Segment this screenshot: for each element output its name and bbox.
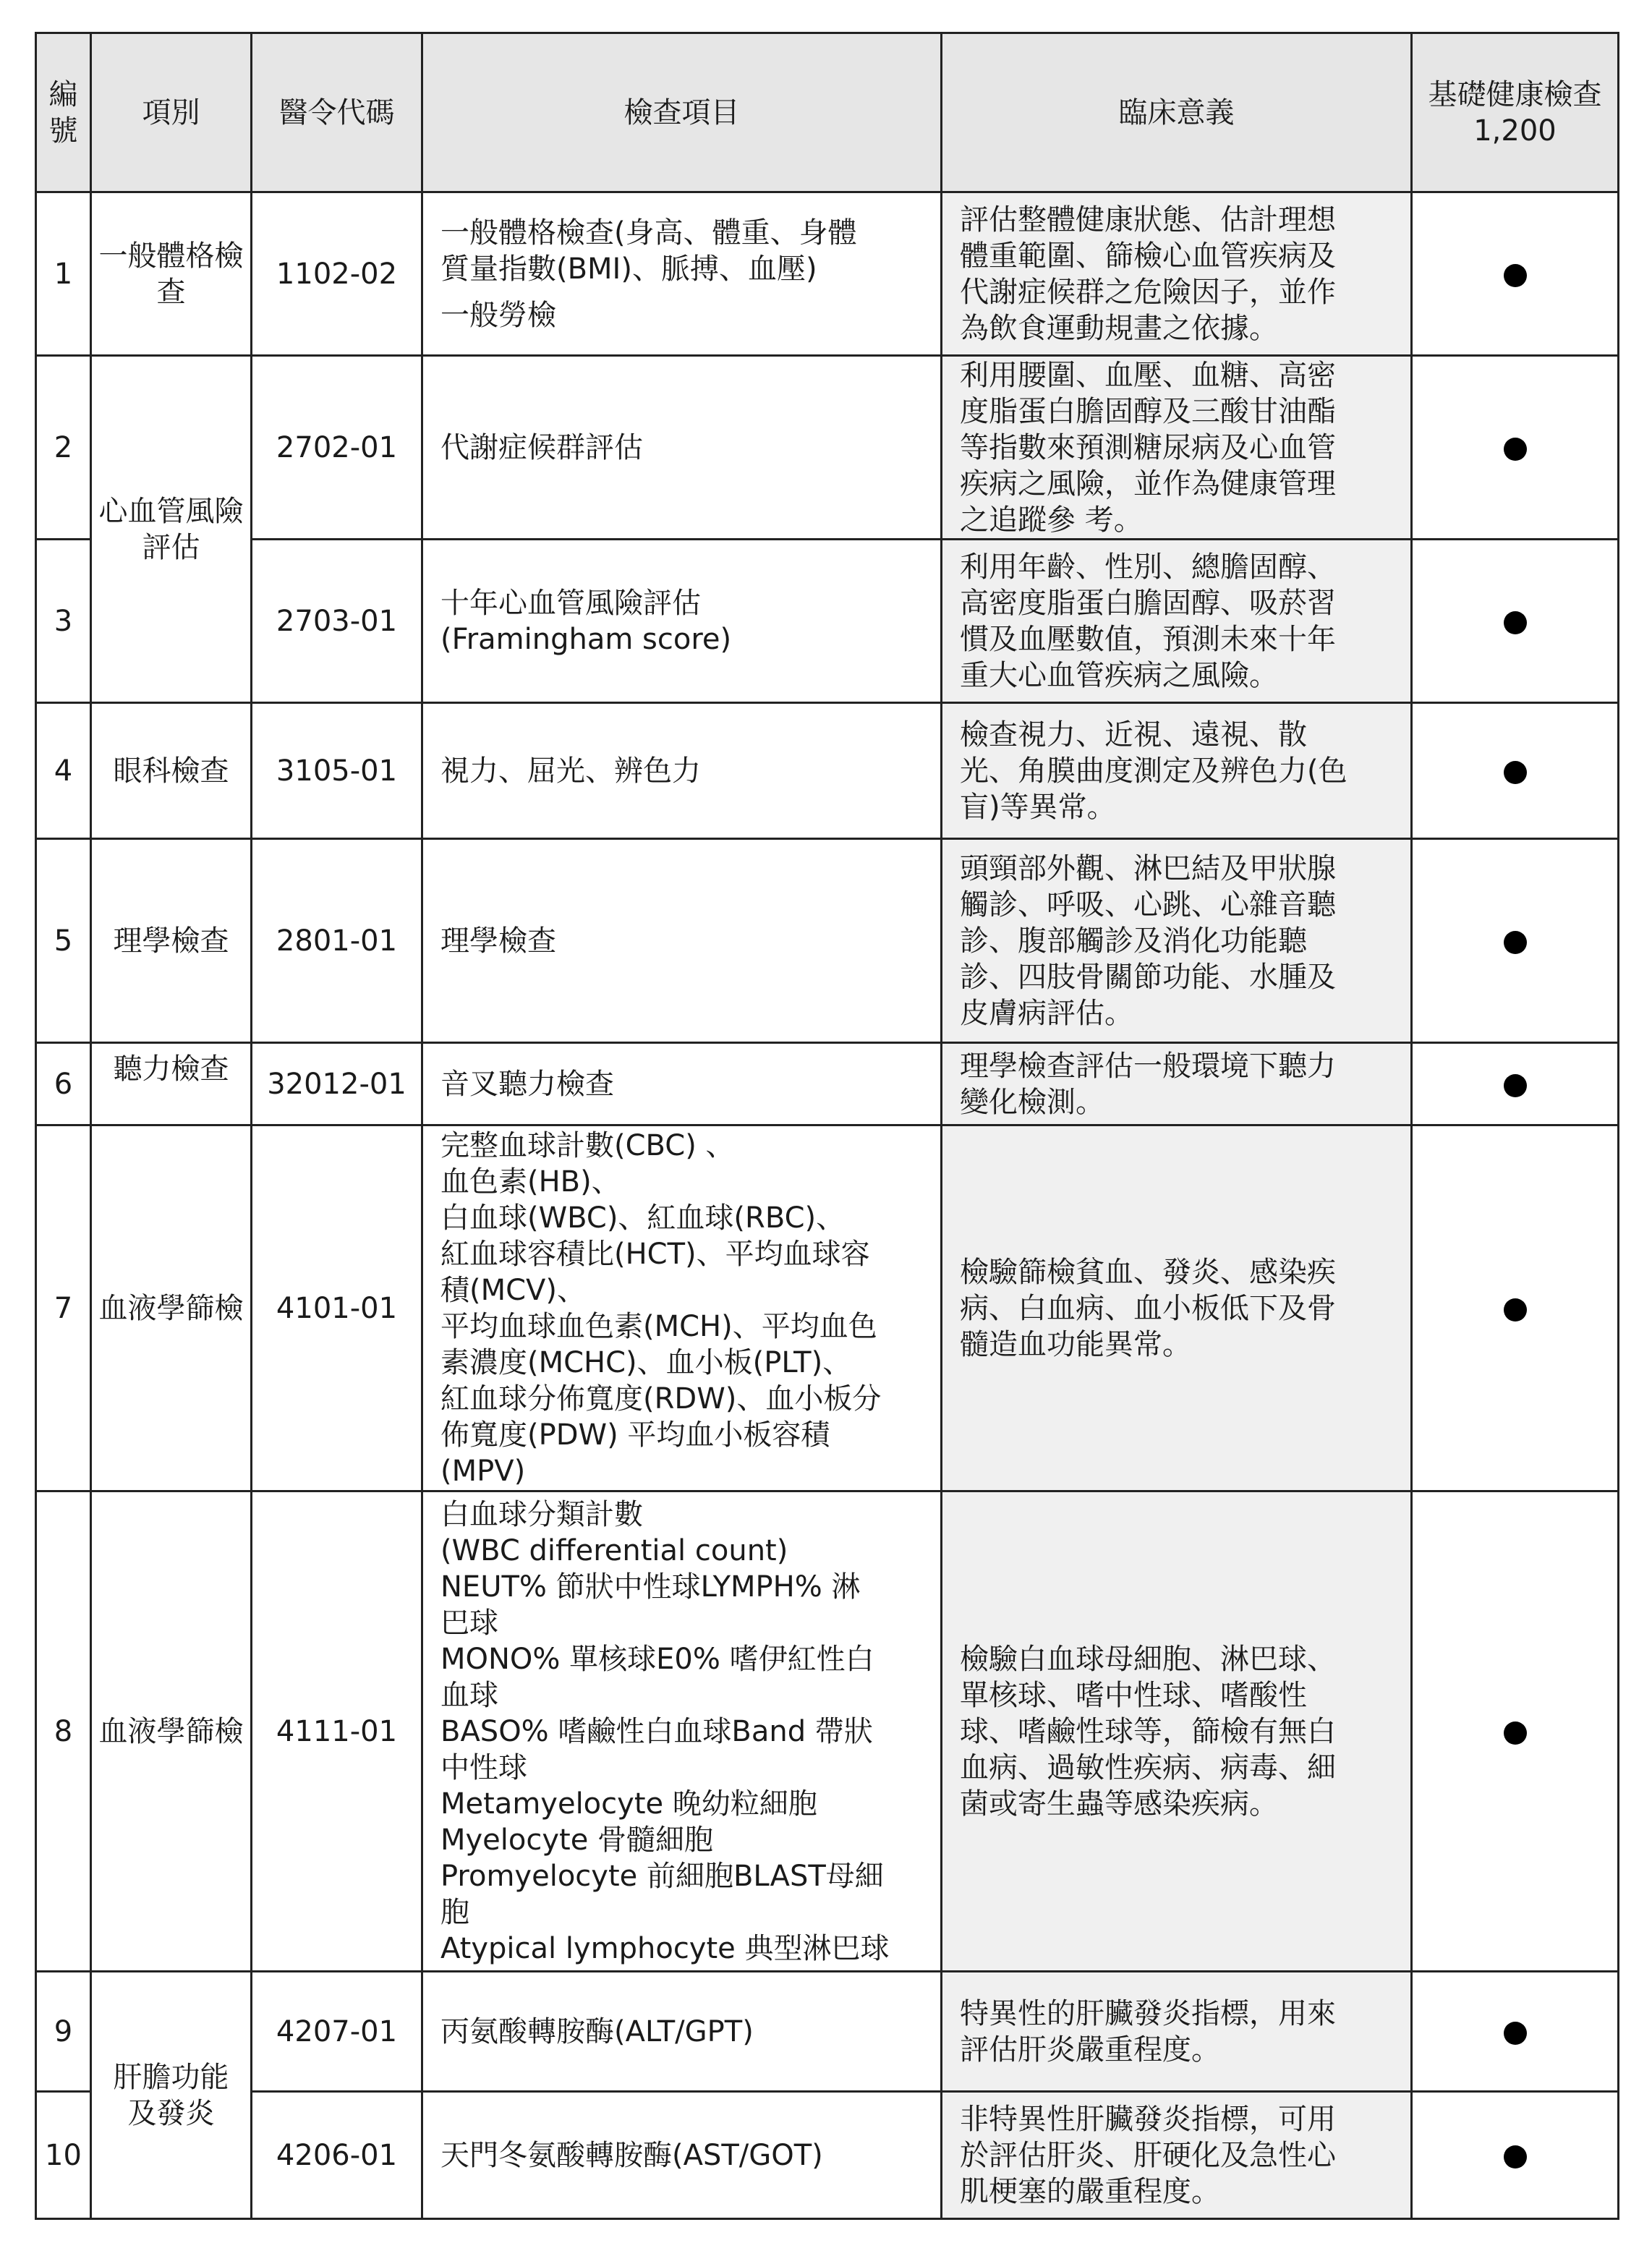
row-number: 3 — [36, 540, 91, 703]
exam-item-line: Atypical lymphocyte 典型淋巴球 — [440, 1931, 890, 1965]
clinical-meaning-line: 之追蹤參 考。 — [960, 503, 1143, 537]
header-number-line1: 編 — [48, 77, 78, 111]
header-number — [36, 33, 91, 192]
clinical-meaning-line: 評估整體健康狀態、估計理想 — [960, 203, 1336, 237]
exam-item — [422, 1972, 942, 2092]
exam-item-line: 視力、屈光、辨色力 — [440, 754, 701, 788]
header-code: 醫令代碼 — [252, 33, 422, 192]
exam-item-line: Metamyelocyte 晚幼粒細胞 — [440, 1787, 817, 1821]
category-line: 肝膽功能 — [113, 2060, 229, 2094]
clinical-meaning-line: 體重範圍、篩檢心血管疾病及 — [960, 239, 1336, 273]
included-cell — [1412, 1125, 1619, 1491]
category-line: 心血管風險 — [98, 494, 244, 528]
exam-item-line: 素濃度(MCHC)、血小板(PLT)、 — [440, 1345, 852, 1379]
clinical-meaning — [942, 356, 1412, 540]
row-number: 9 — [36, 1972, 91, 2092]
clinical-meaning — [942, 192, 1412, 356]
clinical-meaning-line: 檢驗篩檢貧血、發炎、感染疾 — [960, 1255, 1336, 1289]
clinical-meaning-line: 血病、過敏性疾病、病毒、細 — [960, 1750, 1336, 1784]
included-dot-icon — [1504, 2145, 1527, 2168]
health-check-table — [35, 32, 1619, 2220]
row-category — [91, 1125, 252, 1491]
exam-item-line: 巴球 — [440, 1606, 498, 1640]
clinical-meaning-line: 病、白血病、血小板低下及骨 — [960, 1291, 1336, 1325]
clinical-meaning-line: 等指數來預測糖尿病及心血管 — [960, 430, 1336, 464]
exam-item-line: (MPV) — [440, 1454, 526, 1488]
table-row — [36, 1125, 1619, 1491]
clinical-meaning-line: 高密度脂蛋白膽固醇、吸菸習 — [960, 586, 1336, 620]
exam-item-line: 十年心血管風險評估 — [440, 586, 701, 620]
table-row — [36, 703, 1619, 839]
header-package — [1412, 33, 1619, 192]
category-line: 一般體格檢 — [98, 239, 244, 273]
row-category — [91, 1043, 252, 1125]
order-code: 2703-01 — [252, 540, 422, 703]
clinical-meaning-line: 檢驗白血球母細胞、淋巴球、 — [960, 1642, 1336, 1676]
included-cell — [1412, 2092, 1619, 2219]
order-code: 3105-01 — [252, 703, 422, 839]
row-number: 5 — [36, 839, 91, 1043]
exam-item-line: 白血球分類計數 — [440, 1497, 643, 1531]
exam-item-line: 質量指數(BMI)、脈搏、血壓) — [440, 252, 817, 286]
row-number: 7 — [36, 1125, 91, 1491]
clinical-meaning-line: 皮膚病評估。 — [960, 996, 1133, 1030]
clinical-meaning-line: 診、腹部觸診及消化功能聽 — [960, 924, 1307, 958]
included-dot-icon — [1504, 611, 1527, 634]
clinical-meaning-line: 非特異性肝臟發炎指標，可用 — [960, 2102, 1336, 2136]
included-cell — [1412, 356, 1619, 540]
clinical-meaning-line: 理學檢查評估一般環境下聽力 — [960, 1049, 1336, 1083]
category-line: 聽力檢查 — [113, 1052, 229, 1086]
exam-item-line: 天門冬氨酸轉胺酶(AST/GOT) — [440, 2138, 823, 2172]
exam-item — [422, 192, 942, 356]
exam-item — [422, 1125, 942, 1491]
table-row — [36, 540, 1619, 703]
category-line: 查 — [156, 275, 186, 309]
table-row — [36, 2092, 1619, 2219]
included-dot-icon — [1504, 931, 1527, 954]
exam-item-line: 紅血球容積比(HCT)、平均血球容 — [440, 1237, 870, 1271]
exam-item-line: 胞 — [440, 1895, 469, 1929]
header-package-price: 1,200 — [1473, 114, 1557, 148]
exam-item — [422, 540, 942, 703]
order-code: 2702-01 — [252, 356, 422, 540]
clinical-meaning-line: 變化檢測。 — [960, 1085, 1104, 1119]
row-category — [91, 356, 252, 703]
exam-item-line: 紅血球分佈寬度(RDW)、血小板分 — [440, 1382, 882, 1416]
included-cell — [1412, 192, 1619, 356]
exam-item-line: 丙氨酸轉胺酶(ALT/GPT) — [440, 2014, 754, 2048]
row-number: 2 — [36, 356, 91, 540]
exam-item-line: MONO% 單核球E0% 嗜伊紅性白 — [440, 1642, 874, 1676]
clinical-meaning-line: 利用腰圍、血壓、血糖、高密 — [960, 358, 1336, 392]
clinical-meaning — [942, 540, 1412, 703]
row-category — [91, 839, 252, 1043]
included-dot-icon — [1504, 2022, 1527, 2045]
category-line: 血液學篩檢 — [98, 1291, 244, 1325]
order-code: 4207-01 — [252, 1972, 422, 2092]
header-number-line2: 號 — [48, 114, 78, 148]
clinical-meaning — [942, 1491, 1412, 1972]
header-package-name: 基礎健康檢查 — [1428, 77, 1602, 111]
exam-item-line: Promyelocyte 前細胞BLAST母細 — [440, 1859, 884, 1893]
exam-item-line: (WBC differential count) — [440, 1533, 788, 1567]
exam-item-line: 一般勞檢 — [440, 298, 556, 332]
row-category — [91, 1972, 252, 2219]
row-category — [91, 703, 252, 839]
order-code: 1102-02 — [252, 192, 422, 356]
exam-item-line: 血色素(HB)、 — [440, 1165, 621, 1199]
included-dot-icon — [1504, 1721, 1527, 1745]
row-number: 8 — [36, 1491, 91, 1972]
order-code: 4111-01 — [252, 1491, 422, 1972]
clinical-meaning-line: 髓造血功能異常。 — [960, 1327, 1191, 1361]
included-cell — [1412, 839, 1619, 1043]
table-row — [36, 1972, 1619, 2092]
clinical-meaning-line: 單核球、嗜中性球、嗜酸性 — [960, 1678, 1307, 1712]
exam-item-line: NEUT% 節狀中性球LYMPH% 淋 — [440, 1570, 861, 1604]
category-line: 理學檢查 — [113, 924, 229, 958]
table-row — [36, 356, 1619, 540]
clinical-meaning — [942, 1043, 1412, 1125]
clinical-meaning-line: 診、四肢骨關節功能、水腫及 — [960, 960, 1336, 994]
clinical-meaning-line: 評估肝炎嚴重程度。 — [960, 2033, 1220, 2067]
clinical-meaning-line: 檢查視力、近視、遠視、散 — [960, 718, 1307, 752]
clinical-meaning-line: 重大心血管疾病之風險。 — [960, 658, 1278, 692]
table-row — [36, 1043, 1619, 1125]
row-number: 6 — [36, 1043, 91, 1125]
exam-item — [422, 1491, 942, 1972]
clinical-meaning-line: 觸診、呼吸、心跳、心雜音聽 — [960, 888, 1336, 922]
clinical-meaning — [942, 1125, 1412, 1491]
included-dot-icon — [1504, 438, 1527, 461]
clinical-meaning — [942, 1972, 1412, 2092]
clinical-meaning-line: 光、角膜曲度測定及辨色力(色 — [960, 754, 1347, 788]
included-dot-icon — [1504, 264, 1527, 287]
exam-item-line: 完整血球計數(CBC) 、 — [440, 1128, 735, 1162]
exam-item-line: 平均血球血色素(MCH)、平均血色 — [440, 1309, 877, 1343]
exam-item — [422, 2092, 942, 2219]
clinical-meaning-line: 利用年齡、性別、總膽固醇、 — [960, 550, 1336, 584]
row-number: 4 — [36, 703, 91, 839]
header-meaning: 臨床意義 — [942, 33, 1412, 192]
included-dot-icon — [1504, 761, 1527, 784]
exam-item — [422, 1043, 942, 1125]
header-item: 檢查項目 — [422, 33, 942, 192]
clinical-meaning — [942, 2092, 1412, 2219]
included-cell — [1412, 1491, 1619, 1972]
table-header-row — [36, 33, 1619, 192]
included-cell — [1412, 1972, 1619, 2092]
exam-item-line: 一般體格檢查(身高、體重、身體 — [440, 216, 857, 250]
exam-item — [422, 703, 942, 839]
row-category — [91, 1491, 252, 1972]
exam-item-line: 理學檢查 — [440, 924, 556, 958]
included-cell — [1412, 540, 1619, 703]
exam-item-line: (Framingham score) — [440, 622, 732, 656]
clinical-meaning-line: 慣及血壓數值，預測未來十年 — [960, 622, 1336, 656]
category-line: 及發炎 — [127, 2096, 215, 2130]
category-line: 眼科檢查 — [113, 754, 229, 788]
order-code: 32012-01 — [252, 1043, 422, 1125]
clinical-meaning-line: 疾病之風險，並作為健康管理 — [960, 467, 1336, 501]
exam-item — [422, 356, 942, 540]
order-code: 4206-01 — [252, 2092, 422, 2219]
exam-item-line: BASO% 嗜鹼性白血球Band 帶狀 — [440, 1714, 873, 1748]
category-line: 血液學篩檢 — [98, 1714, 244, 1748]
clinical-meaning-line: 盲)等異常。 — [960, 790, 1116, 824]
exam-item-line: 佈寬度(PDW) 平均血小板容積 — [440, 1418, 830, 1452]
clinical-meaning-line: 肌梗塞的嚴重程度。 — [960, 2174, 1220, 2208]
row-number: 10 — [36, 2092, 91, 2219]
row-category — [91, 192, 252, 356]
clinical-meaning — [942, 839, 1412, 1043]
clinical-meaning — [942, 703, 1412, 839]
clinical-meaning-line: 度脂蛋白膽固醇及三酸甘油酯 — [960, 394, 1336, 428]
header-category: 項別 — [91, 33, 252, 192]
clinical-meaning-line: 為飲食運動規畫之依據。 — [960, 311, 1278, 345]
table-row — [36, 1491, 1619, 1972]
exam-item-line: 中性球 — [440, 1750, 527, 1784]
clinical-meaning-line: 菌或寄生蟲等感染疾病。 — [960, 1787, 1278, 1821]
clinical-meaning-line: 頭頸部外觀、淋巴結及甲狀腺 — [960, 851, 1336, 885]
clinical-meaning-line: 特異性的肝臟發炎指標，用來 — [960, 1996, 1336, 2030]
included-cell — [1412, 703, 1619, 839]
table-row — [36, 192, 1619, 356]
included-dot-icon — [1504, 1298, 1527, 1321]
exam-item-line: 代謝症候群評估 — [440, 430, 643, 464]
included-cell — [1412, 1043, 1619, 1125]
exam-item-line: Myelocyte 骨髓細胞 — [440, 1823, 714, 1857]
exam-item-line: 血球 — [440, 1678, 498, 1712]
exam-item-line: 白血球(WBC)、紅血球(RBC)、 — [440, 1201, 846, 1235]
row-number: 1 — [36, 192, 91, 356]
table-row — [36, 839, 1619, 1043]
clinical-meaning-line: 球、嗜鹼性球等，篩檢有無白 — [960, 1714, 1336, 1748]
exam-item-line: 積(MCV)、 — [440, 1273, 587, 1307]
clinical-meaning-line: 於評估肝炎、肝硬化及急性心 — [960, 2138, 1336, 2172]
included-dot-icon — [1504, 1074, 1527, 1097]
order-code: 2801-01 — [252, 839, 422, 1043]
clinical-meaning-line: 代謝症候群之危險因子，並作 — [960, 275, 1336, 309]
exam-item-line: 音叉聽力檢查 — [440, 1067, 614, 1101]
category-line: 評估 — [142, 530, 200, 564]
exam-item — [422, 839, 942, 1043]
order-code: 4101-01 — [252, 1125, 422, 1491]
